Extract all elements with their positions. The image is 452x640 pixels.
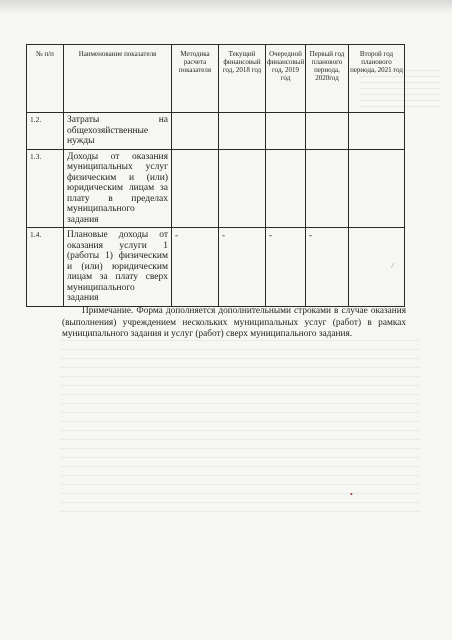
row-cell xyxy=(349,228,405,307)
table-row xyxy=(27,149,405,228)
row-name: Плановые доходы от оказания услуги 1 (работы 1) физическим и (или) юридическим лицам за плату сверх муниципального задания xyxy=(64,228,172,307)
row-cell: - xyxy=(306,228,349,307)
table-note: Примечание. Форма дополняется дополнительными строками в случае оказания (выполнения) учреждением нескольких муниципальных услуг (работ) в рамках муниципального задания и услуг (работ) сверх муниципального задания. xyxy=(62,306,406,339)
header-indicator-name: Наименование показателя xyxy=(64,45,172,113)
row-number: 1.3. xyxy=(27,149,64,228)
header-next-year: Очередной финансовый год, 2019 год xyxy=(266,45,306,113)
row-name: Затраты на общехозяйственные нужды xyxy=(64,113,172,150)
row-cell xyxy=(349,113,405,150)
table-header-row xyxy=(27,45,405,113)
header-current-year: Текущий финансовый год, 2018 год xyxy=(219,45,266,113)
scan-speck: ⁄ xyxy=(392,262,394,270)
row-cell xyxy=(266,113,306,150)
show-through-table xyxy=(60,340,420,520)
row-cell xyxy=(306,149,349,228)
row-cell xyxy=(172,149,219,228)
header-plan-year-1: Первый год планового периода, 2020год xyxy=(306,45,349,113)
row-cell: - xyxy=(219,228,266,307)
header-number: № п/п xyxy=(27,45,64,113)
header-plan-year-2: Второй год планового периода, 2021 год xyxy=(349,45,405,113)
row-number: 1.4. xyxy=(27,228,64,307)
row-number: 1.2. xyxy=(27,113,64,150)
row-cell xyxy=(306,113,349,150)
row-cell: - xyxy=(172,228,219,307)
row-cell xyxy=(266,149,306,228)
table-row xyxy=(27,113,405,150)
row-cell xyxy=(172,113,219,150)
row-name: Доходы от оказания муниципальных услуг физическим и (или) юридическим лицам за плату в пределах муниципального задания xyxy=(64,149,172,228)
row-cell xyxy=(219,113,266,150)
row-cell: - xyxy=(266,228,306,307)
header-method: Методика расчета показателя xyxy=(172,45,219,113)
scan-shadow xyxy=(0,0,452,14)
table-row xyxy=(27,228,405,307)
row-cell xyxy=(349,149,405,228)
indicators-table xyxy=(26,44,405,307)
row-cell xyxy=(219,149,266,228)
scan-speck: • xyxy=(350,490,353,499)
